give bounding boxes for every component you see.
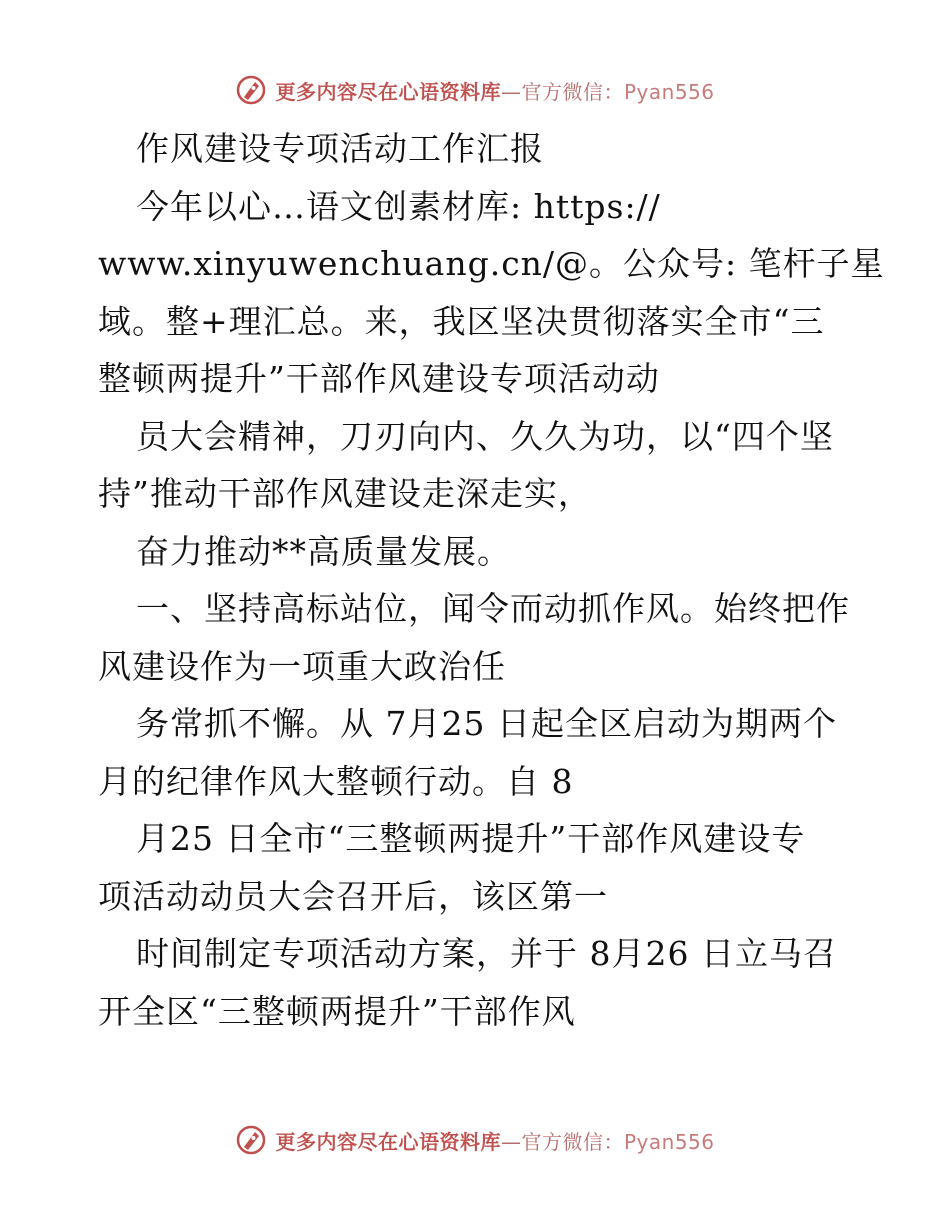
doc-line: 月25 日全市“三整顿两提升”干部作风建设专	[136, 819, 806, 858]
doc-line: 项活动动员大会召开后，该区第一	[98, 876, 608, 916]
header-watermark-banner	[0, 70, 950, 110]
footer-watermark-banner	[0, 1120, 950, 1160]
pen-nib-logo-icon	[235, 1124, 267, 1156]
watermark-text: 更多内容尽在心语资料库—官方微信：Pyan556	[275, 79, 715, 104]
doc-line: 开全区“三整顿两提升”干部作风	[98, 991, 576, 1031]
doc-line: 奋力推动**高质量发展。	[136, 531, 511, 571]
doc-title: 作风建设专项活动工作汇报	[136, 129, 544, 168]
doc-line: 持”推动干部作风建设走深走实，	[98, 474, 592, 513]
pen-nib-logo-icon	[235, 74, 267, 106]
doc-line: 域。整+理汇总。来，我区坚决贯彻落实全市“三	[98, 301, 825, 341]
doc-line: 务常抓不懈。从 7月25 日起全区启动为期两个	[136, 704, 837, 743]
doc-line: 整顿两提升”干部作风建设专项活动动	[98, 359, 660, 398]
document-body	[98, 120, 885, 1040]
doc-line: 时间制定专项活动方案，并于 8月26 日立马召	[136, 934, 837, 973]
watermark-text: 更多内容尽在心语资料库—官方微信：Pyan556	[275, 1129, 715, 1154]
doc-line: 今年以心…语文创素材库: https://	[136, 186, 661, 226]
doc-line: www.xinyuwenchuang.cn/@。公众号: 笔杆子星	[98, 244, 885, 283]
doc-line: 一、坚持高标站位，闻令而动抓作风。始终把作	[136, 589, 850, 628]
doc-line: 员大会精神，刀刃向内、久久为功，以“四个坚	[136, 416, 834, 456]
doc-line: 风建设作为一项重大政治任	[98, 646, 506, 686]
doc-line: 月的纪律作风大整顿行动。自 8	[98, 761, 574, 801]
